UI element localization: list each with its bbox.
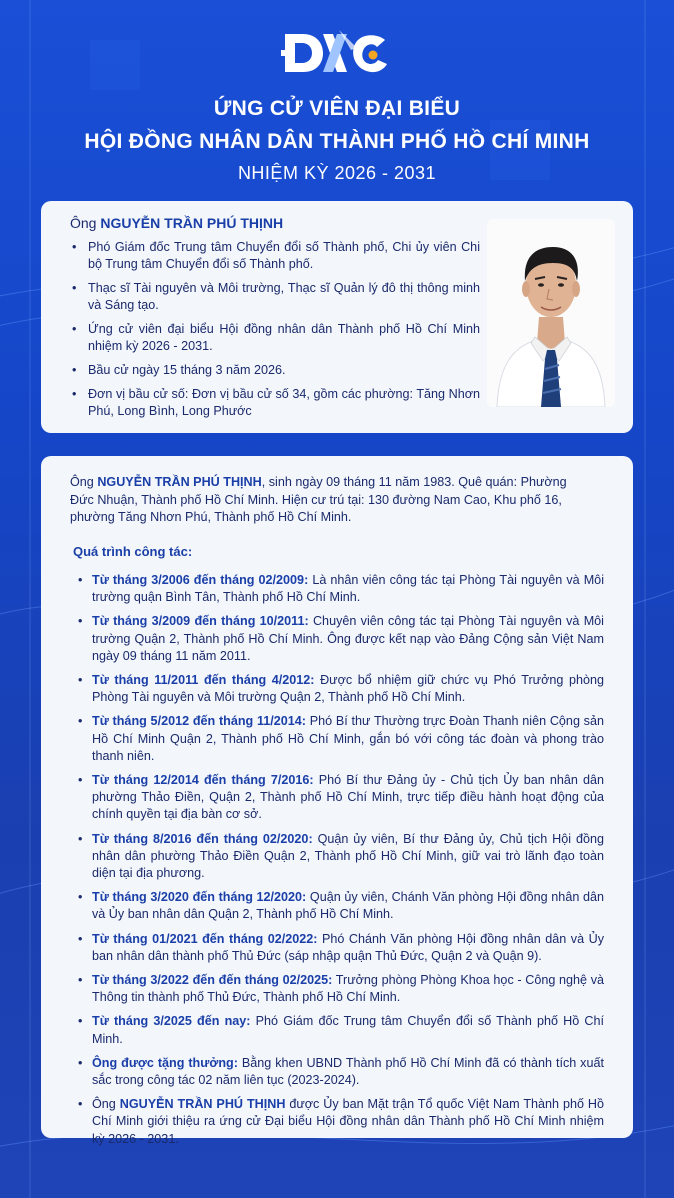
career-period: Từ tháng 3/2006 đến tháng 02/2009: [92,573,309,587]
candidate-title [70,215,283,231]
career-period: Từ tháng 3/2020 đến tháng 12/2020: [92,890,307,905]
closing-prefix: Ông [92,1097,120,1112]
award-item [76,1055,604,1089]
career-text: Được bổ nhiệm giữ chức vụ Phó Trưởng phòng Phòng Tài nguyên và Môi trường Quận 2, Thành phố Hồ Chí Minh. [92,673,604,705]
profile-item: • Đơn vị bầu cử số: Đơn vị bầu cử số 34, gồm các phường: Tăng Nhơn Phú, Long Bình, Long Phước [70,386,480,420]
career-text: Phó Bí thư Thường trực Đoàn Thanh niên Cộng sản Hồ Chí Minh Quận 2, Thành phố Hồ Chí Minh, gắn bó với công tác đoàn và phong trào thanh niên. [92,714,604,763]
biography-intro [70,474,590,527]
career-text: Phó Giám đốc Trung tâm Chuyển đổi số Thành phố Hồ Chí Minh. [92,1014,604,1046]
profile-card [41,201,633,433]
candidate-photo [487,219,615,407]
intro-prefix: Ông [70,475,98,489]
career-item [76,672,604,706]
profile-list [70,239,480,427]
award-label: Ông được tặng thưởng: [92,1055,238,1070]
career-item [76,572,604,606]
career-text: Phó Bí thư Đảng ủy - Chủ tịch Ủy ban nhân dân phường Thảo Điền, Quận 2, Thành phố Hồ Chí Minh, trực tiếp điều hành hoạt động của chính quyền tại địa bàn cơ sở. [92,773,604,822]
header-title-line1: ỨNG CỬ VIÊN ĐẠI BIỂU [213,97,461,120]
career-item [76,972,604,1006]
profile-item: • Thạc sĩ Tài nguyên và Môi trường, Thạc sĩ Quản lý đô thị thông minh và Sáng tạo. [70,280,480,314]
career-item [76,772,604,824]
career-period: Từ tháng 11/2011 đến tháng 4/2012: [92,673,315,688]
career-period: Từ tháng 5/2012 đến tháng 11/2014: [92,714,306,729]
header-title-line2: HỘI ĐỒNG NHÂN DÂN THÀNH PHỐ HỒ CHÍ MINH [84,130,590,153]
header-term: NHIỆM KỲ 2026 - 2031 [237,163,437,183]
career-item [76,1013,604,1047]
career-heading: Quá trình công tác: [73,544,193,559]
award-text: Bằng khen UBND Thành phố Hồ Chí Minh đã có thành tích xuất sắc trong công tác 02 năm liên tục (2023-2024). [92,1055,604,1088]
dxc-logo [281,26,393,80]
career-period: Từ tháng 12/2014 đến tháng 7/2016: [92,773,314,788]
profile-item: • Bầu cử ngày 15 tháng 3 năm 2026. [70,362,480,379]
closing-text: được Ủy ban Mặt trận Tổ quốc Việt Nam Thành phố Hồ Chí Minh giới thiệu ra ứng cử Đại biểu Hội đồng nhân dân Thành phố Hồ Chí Minh nhiệm kỳ 2026 - 2031. [92,1097,604,1146]
intro-name: NGUYỄN TRẦN PHÚ THỊNH [97,475,262,489]
nomination-item [76,1096,604,1148]
career-text: Phó Chánh Văn phòng Hội đồng nhân dân và Ủy ban nhân dân thành phố Thủ Đức (sáp nhập quận Thủ Đức, Quận 2 và Quận 9). [92,931,604,963]
career-item [76,713,604,765]
career-period: Từ tháng 3/2022 đến đến tháng 02/2025: [92,973,333,988]
profile-item: • Phó Giám đốc Trung tâm Chuyển đổi số Thành phố, Chi ủy viên Chi bộ Trung tâm Chuyển đổi số Thành phố. [70,239,480,273]
career-item [76,931,604,965]
career-period: Từ tháng 8/2016 đến tháng 02/2020: [92,831,313,846]
closing-name: NGUYỄN TRẦN PHÚ THỊNH [119,1097,286,1112]
career-item [76,889,604,923]
career-text: Trưởng phòng Phòng Khoa học - Công nghệ và Thông tin thành phố Thủ Đức, Thành phố Hồ Chí Minh. [92,973,605,1005]
intro-text: , sinh ngày 09 tháng 11 năm 1983. Quê quán: Phường Đức Nhuận, Thành phố Hồ Chí Minh. Hiện cư trú tại: 130 đường Nam Cao, Khu phố 16, phường Tăng Nhơn Phú, Thành phố Hồ Chí Minh. [70,475,567,524]
career-period: Từ tháng 3/2009 đến tháng 10/2011: [92,614,309,629]
candidate-name: NGUYỄN TRẦN PHÚ THỊNH [100,215,284,231]
profile-item: • Ứng cử viên đại biểu Hội đồng nhân dân Thành phố Hồ Chí Minh nhiệm kỳ 2026 - 2031. [70,321,480,355]
career-period: Từ tháng 01/2021 đến tháng 02/2022: [92,931,318,946]
candidate-prefix: Ông [70,215,101,231]
career-text: Quận ủy viên, Bí thư Đảng ủy, Chủ tịch Hội đồng nhân dân phường Thảo Điền Quận 2, Thành phố Hồ Chí Minh, giữ vai trò lãnh đạo toàn diện tại địa phương. [92,831,604,881]
career-list [76,572,604,1155]
career-text: Là nhân viên công tác tại Phòng Tài nguyên và Môi trường quận Bình Tân, Thành phố Hồ Chí Minh. [92,573,604,605]
biography-card [41,456,633,1146]
career-period: Từ tháng 3/2025 đến nay: [92,1014,251,1029]
career-item [76,831,604,883]
career-text: Quận ủy viên, Chánh Văn phòng Hội đồng nhân dân và Ủy ban nhân dân Quận 2, Thành phố Hồ Chí Minh. [92,890,604,922]
career-item [76,613,604,665]
career-text: Chuyên viên công tác tại Phòng Tài nguyên và Môi trường Quận 2, Thành phố Hồ Chí Minh. Ông được kết nạp vào Đảng Cộng sản Việt Nam ngày 09 tháng 11 năm 2011. [92,614,604,663]
